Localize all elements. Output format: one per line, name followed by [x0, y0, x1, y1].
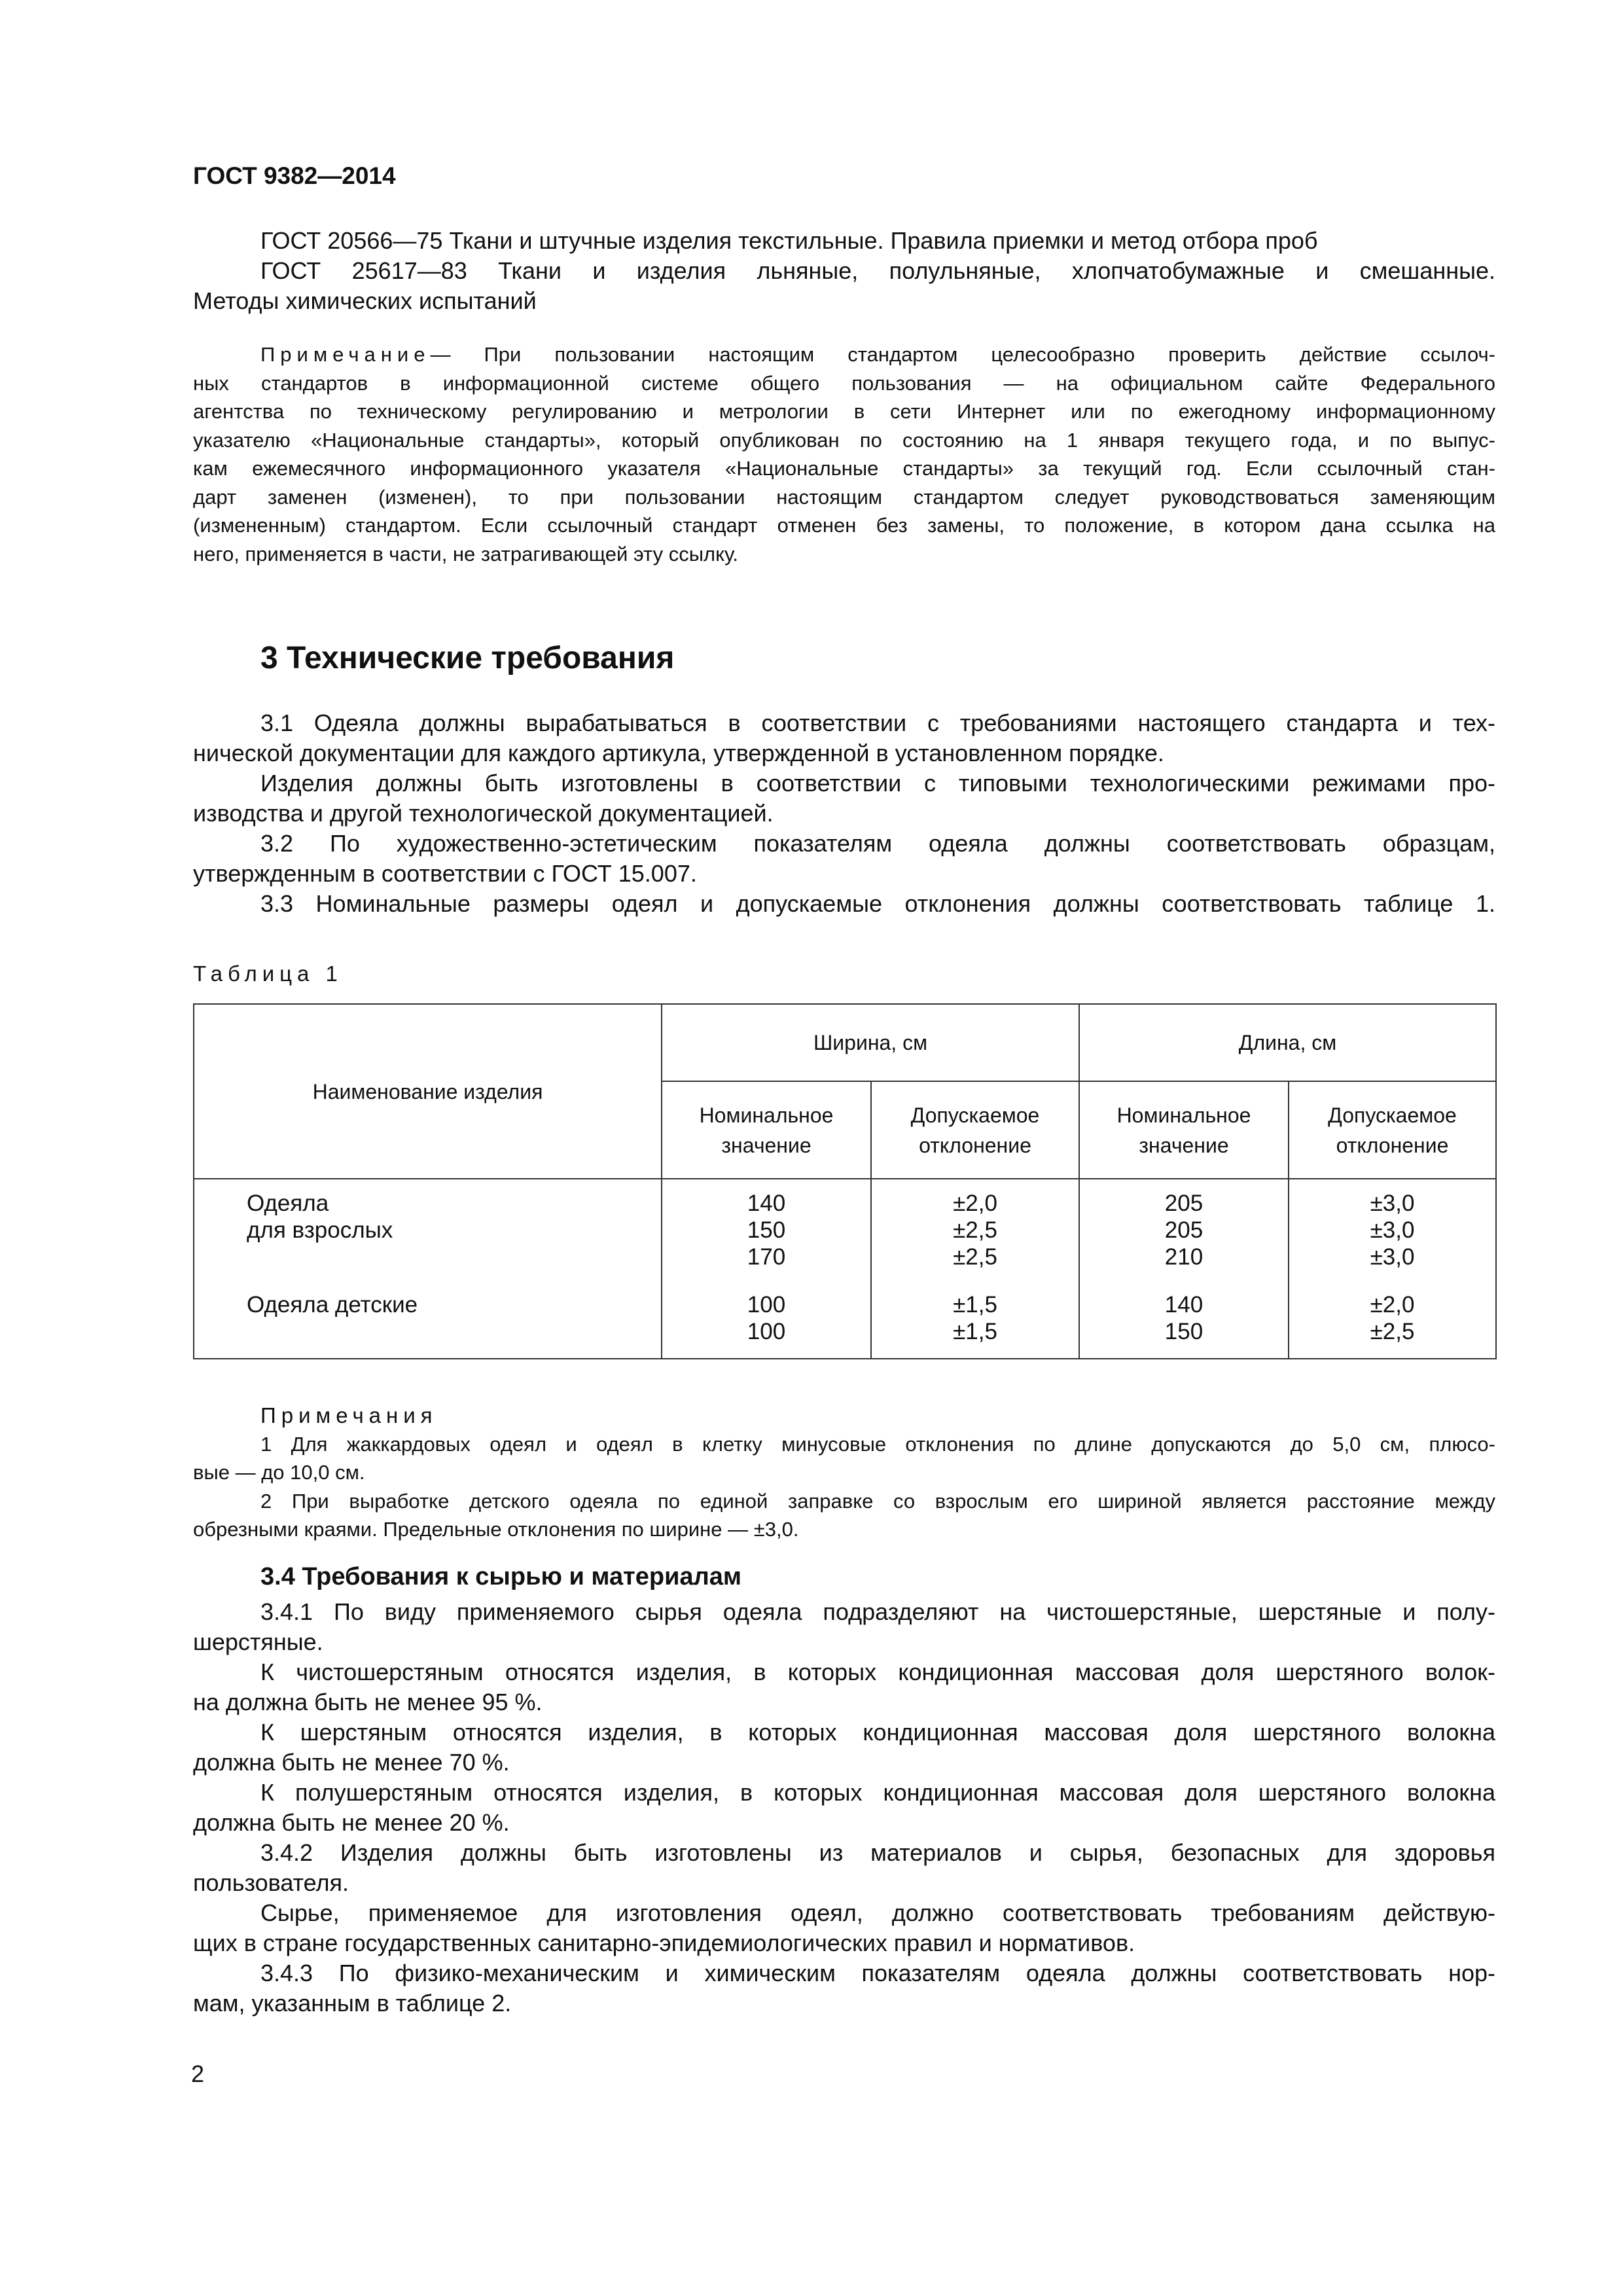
note-line: (измененным) стандартом. Если ссылочный стандарт отменен без замены, то положение, в котором дана ссылка на — [193, 514, 1495, 537]
sizes-table — [193, 1003, 1497, 1359]
paragraph-line: шерстяные. — [193, 1628, 323, 1655]
header-length-nominal: Номинальное значение — [1079, 1081, 1289, 1179]
header-length-tolerance: Допускаемое отклонение — [1289, 1081, 1496, 1179]
note-line — [193, 340, 1495, 369]
paragraph-line: 3.4.2 Изделия должны быть изготовлены из материалов и сырья, безопасных для здоровья — [260, 1839, 1495, 1866]
paragraph-line: 3.4.1 По виду применяемого сырья одеяла подразделяют на чистошерстяные, шерстяные и полу- — [260, 1598, 1495, 1625]
paragraph-line: должна быть не менее 20 %. — [193, 1809, 510, 1836]
note-line-text: — При пользовании настоящим стандартом целесообразно проверить действие ссылоч- — [430, 343, 1495, 366]
cell-length-nominal: 205 205 210 — [1079, 1179, 1289, 1281]
references-note — [193, 340, 1495, 568]
note-line: ных стандартов в информационной системе общего пользования — на официальном сайте Федерального — [193, 371, 1495, 395]
paragraph-line: утвержденным в соответствии с ГОСТ 15.007. — [193, 860, 697, 887]
header-width-nominal: Номинальное значение — [662, 1081, 871, 1179]
paragraph-line: должна быть не менее 70 %. — [193, 1749, 510, 1776]
table-row — [194, 1281, 1496, 1359]
paragraph-line: К чистошерстяным относятся изделия, в которых кондиционная массовая доля шерстяного волок- — [260, 1659, 1495, 1685]
section-body — [193, 708, 1495, 919]
note-lead: Примечание — [260, 343, 431, 366]
document-code: ГОСТ 9382—2014 — [193, 162, 396, 189]
note-line: указателю «Национальные стандарты», который опубликован по состоянию на 1 января текущего года, и по выпус- — [193, 428, 1495, 452]
cell-width-tolerance: ±2,0 ±2,5 ±2,5 — [871, 1179, 1079, 1281]
table-notes — [193, 1401, 1495, 1544]
paragraph-line: щих в стране государственных санитарно-эпидемиологических правил и нормативов. — [193, 1929, 1135, 1956]
paragraph-line: 3.1 Одеяла должны вырабатываться в соответствии с требованиями настоящего стандарта и тех- — [260, 709, 1495, 736]
section-heading: 3 Технические требования — [260, 641, 675, 675]
note-line: обрезными краями. Предельные отклонения по ширине — ±3,0. — [193, 1518, 799, 1541]
note-line: 2 При выработке детского одеяла по единой заправке со взрослым его шириной является расстояние между — [260, 1489, 1495, 1513]
note-line: агентства по техническому регулированию и метрологии в сети Интернет или по ежегодному информационному — [193, 400, 1495, 423]
paragraph-line: 3.4.3 По физико-механическим и химическим показателям одеяла должны соответствовать нор- — [260, 1960, 1495, 1986]
normative-references — [193, 226, 1495, 316]
note-line: кам ежемесячного информационного указателя «Национальные стандарты» за текущий год. Если ссылочный стан- — [193, 457, 1495, 480]
paragraph-line: изводства и другой технологической документацией. — [193, 800, 774, 827]
cell-width-nominal: 100 100 — [662, 1281, 871, 1359]
cell-width-nominal: 140 150 170 — [662, 1179, 871, 1281]
reference-line: ГОСТ 20566—75 Ткани и штучные изделия текстильные. Правила приемки и метод отбора проб — [260, 227, 1318, 254]
paragraph-line: 3.2 По художественно-эстетическим показателям одеяла должны соответствовать образцам, — [260, 830, 1495, 857]
paragraph-line: К полушерстяным относятся изделия, в которых кондиционная массовая доля шерстяного волокна — [260, 1779, 1495, 1806]
reference-line: Методы химических испытаний — [193, 287, 537, 314]
header-length-group: Длина, см — [1079, 1004, 1496, 1081]
paragraph-line: 3.3 Номинальные размеры одеял и допускаемые отклонения должны соответствовать таблице 1. — [260, 890, 1495, 917]
paragraph-line: на должна быть не менее 95 %. — [193, 1689, 543, 1715]
cell-length-nominal: 140 150 — [1079, 1281, 1289, 1359]
header-name: Наименование изделия — [194, 1004, 662, 1179]
paragraph-line: пользователя. — [193, 1869, 349, 1896]
paragraph-line: мам, указанным в таблице 2. — [193, 1990, 512, 2017]
cell-width-tolerance: ±1,5 ±1,5 — [871, 1281, 1079, 1359]
note-line: него, применяется в части, не затрагивающей эту ссылку. — [193, 542, 739, 565]
header-width-group: Ширина, см — [662, 1004, 1079, 1081]
subsection-body — [193, 1597, 1495, 2018]
reference-line: ГОСТ 25617—83 Ткани и изделия льняные, полульняные, хлопчатобумажные и смешанные. — [260, 257, 1495, 284]
paragraph-line: нической документации для каждого артикула, утвержденной в установленном порядке. — [193, 740, 1164, 766]
notes-title: Примечания — [260, 1403, 438, 1427]
cell-length-tolerance: ±2,0 ±2,5 — [1289, 1281, 1496, 1359]
header-width-tolerance: Допускаемое отклонение — [871, 1081, 1079, 1179]
cell-name: Одеяла детские — [194, 1281, 662, 1359]
cell-name: Одеяла для взрослых — [194, 1179, 662, 1281]
note-line: вые — до 10,0 см. — [193, 1461, 365, 1484]
page-number: 2 — [191, 2060, 205, 2087]
cell-length-tolerance: ±3,0 ±3,0 ±3,0 — [1289, 1179, 1496, 1281]
paragraph-line: Изделия должны быть изготовлены в соответствии с типовыми технологическими режимами про- — [260, 770, 1495, 797]
note-line: 1 Для жаккардовых одеял и одеял в клетку минусовые отклонения по длине допускаются до 5,0 см, плюсо- — [260, 1432, 1495, 1456]
subsection-heading: 3.4 Требования к сырью и материалам — [260, 1563, 741, 1590]
note-line: дарт заменен (изменен), то при пользовании настоящим стандартом следует руководствоваться заменяющим — [193, 485, 1495, 509]
table-caption: Таблица 1 — [193, 961, 343, 986]
paragraph-line: К шерстяным относятся изделия, в которых кондиционная массовая доля шерстяного волокна — [260, 1719, 1495, 1746]
paragraph-line: Сырье, применяемое для изготовления одеял, должно соответствовать требованиям действую- — [260, 1899, 1495, 1926]
table-row — [194, 1179, 1496, 1281]
